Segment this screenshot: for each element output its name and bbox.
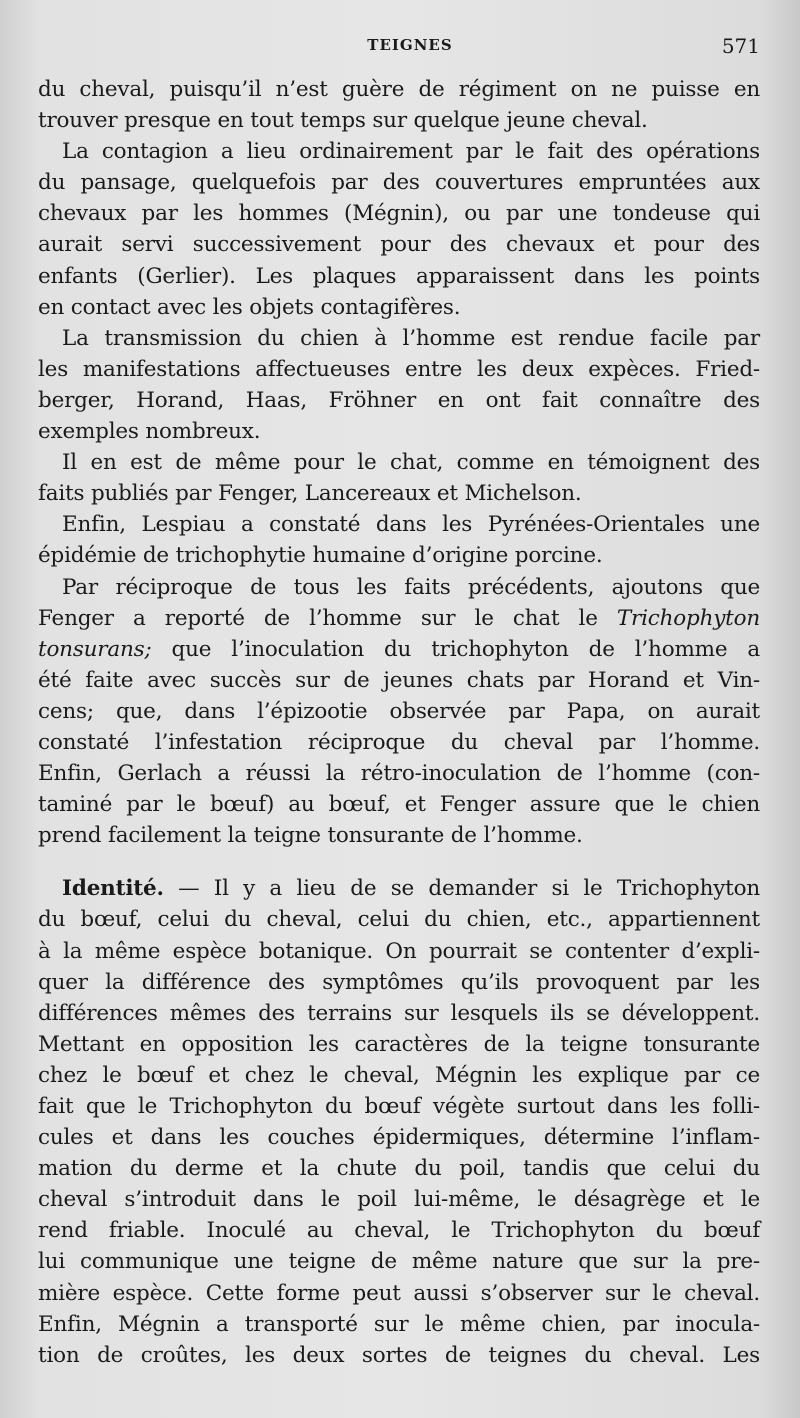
- text-line: prend facilement la teigne tonsurante de l’homme.: [38, 823, 583, 849]
- text-line: trouver presque en tout temps sur quelque jeune cheval.: [38, 108, 648, 134]
- text-line: taminé par le bœuf) au bœuf, et Fenger assure que le chien: [38, 792, 760, 818]
- page-number: 571: [721, 34, 760, 58]
- text-line: Mettant en opposition les caractères de la teigne tonsurante: [38, 1031, 760, 1057]
- text-line: enfants (Gerlier). Les plaques apparaissent dans les points: [38, 263, 760, 289]
- text-line: mière espèce. Cette forme peut aussi s’observer sur le cheval.: [38, 1280, 760, 1306]
- text-line: Par réciproque de tous les faits précédents, ajoutons que: [62, 574, 760, 600]
- text-line: La contagion a lieu ordinairement par le fait des opérations: [62, 139, 760, 165]
- section-heading: Identité.: [62, 876, 164, 902]
- text-line: Il en est de même pour le chat, comme en témoignent des: [62, 450, 760, 476]
- text-run: — Il y a lieu de se demander si le Trichophyton: [163, 876, 760, 902]
- text-line: fait que le Trichophyton du bœuf végète surtout dans les folli-: [38, 1094, 760, 1119]
- text-line: du pansage, quelquefois par des couvertures empruntées aux: [38, 170, 760, 196]
- text-line: différences mêmes des terrains sur lesquels ils se développent.: [38, 1000, 760, 1026]
- text-line: du bœuf, celui du cheval, celui du chien, etc., appartiennent: [38, 907, 760, 933]
- text-line: La transmission du chien à l’homme est rendue facile par: [62, 325, 760, 351]
- text-line: en contact avec les objets contagifères.: [38, 294, 461, 320]
- text-line: Enfin, Mégnin a transporté sur le même chien, par inocula-: [38, 1311, 760, 1337]
- text-line: épidémie de trichophytie humaine d’origine porcine.: [38, 543, 603, 569]
- text-line: chevaux par les hommes (Mégnin), ou par une tondeuse qui: [38, 201, 760, 227]
- text-line: été faite avec succès sur de jeunes chats par Horand et Vin-: [38, 667, 760, 693]
- text-line: faits publiés par Fenger, Lancereaux et Michelson.: [38, 481, 582, 507]
- text-line: cens; que, dans l’épizootie observée par Papa, on aurait: [38, 698, 760, 724]
- text-line: Enfin, Lespiau a constaté dans les Pyrénées-Orientales une: [62, 512, 760, 538]
- text-line: les manifestations affectueuses entre les deux expèces. Fried-: [38, 356, 760, 382]
- text-line: à la même espèce botanique. On pourrait se contenter d’expli-: [38, 938, 760, 964]
- text-line: lui communique une teigne de même nature que sur la pre-: [38, 1249, 760, 1275]
- body-text: [38, 74, 760, 1371]
- text-line: quer la différence des symptômes qu’ils provoquent par les: [38, 969, 760, 995]
- text-line: chez le bœuf et chez le cheval, Mégnin les explique par ce: [38, 1062, 760, 1088]
- italic-term: tonsurans;: [38, 636, 152, 662]
- italic-term: Trichophyton: [616, 605, 760, 631]
- text-run: que l’inoculation du trichophyton de l’homme a: [151, 636, 760, 662]
- text-line: rend friable. Inoculé au cheval, le Trichophyton du bœuf: [38, 1218, 760, 1244]
- text-line: exemples nombreux.: [38, 419, 261, 445]
- text-line: mation du derme et la chute du poil, tandis que celui du: [38, 1156, 760, 1182]
- text-line: aurait servi successivement pour des chevaux et pour des: [38, 232, 760, 258]
- text-line: [38, 873, 760, 904]
- text-line: cules et dans les couches épidermiques, détermine l’inflam-: [38, 1125, 760, 1151]
- running-title: TEIGNES: [367, 36, 453, 54]
- text-line: constaté l’infestation réciproque du cheval par l’homme.: [38, 729, 760, 755]
- text-line: tion de croûtes, les deux sortes de teignes du cheval. Les: [38, 1342, 760, 1368]
- text-run: Fenger a reporté de l’homme sur le chat le: [38, 605, 617, 631]
- text-line: berger, Horand, Haas, Fröhner en ont fait connaître des: [38, 387, 760, 413]
- text-line: cheval s’introduit dans le poil lui-même, le désagrège et le: [38, 1187, 760, 1213]
- paragraph-gap: [38, 851, 760, 873]
- text-line: [38, 603, 760, 634]
- running-head: [0, 34, 800, 58]
- text-line: [38, 634, 760, 665]
- text-line: du cheval, puisqu’il n’est guère de régiment on ne puisse en: [38, 77, 760, 102]
- text-line: Enfin, Gerlach a réussi la rétro-inoculation de l’homme (con-: [38, 761, 760, 787]
